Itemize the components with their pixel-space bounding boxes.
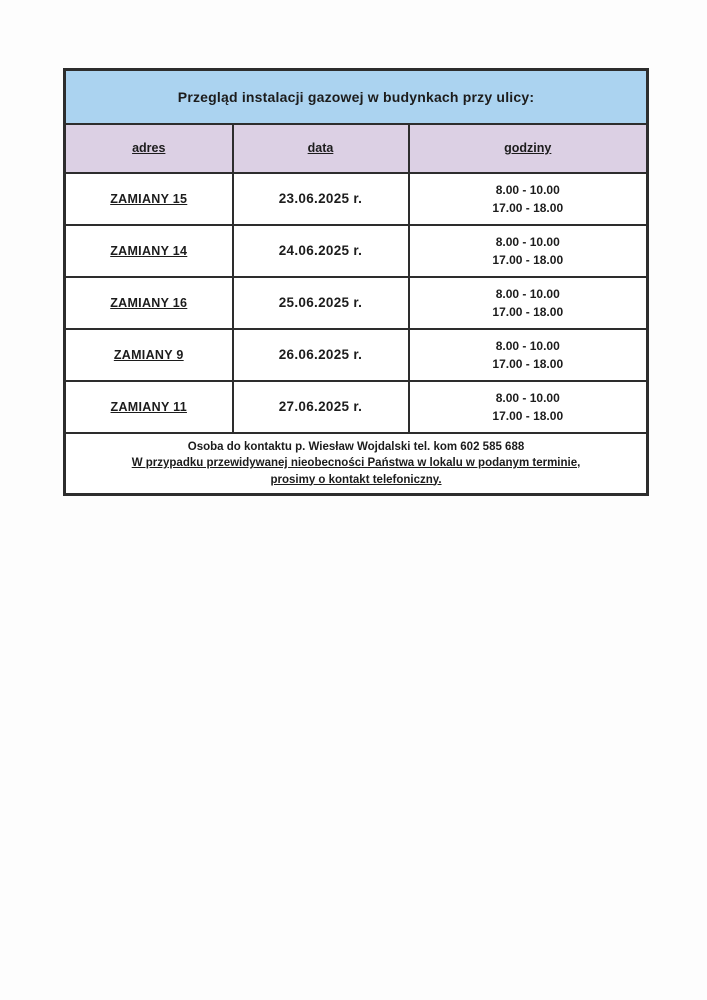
date-text: 26.06.2025 r. (278, 347, 363, 362)
table-foot (65, 433, 648, 495)
hours-morning: 8.00 - 10.00 (495, 234, 560, 249)
address-cell (65, 277, 233, 329)
address-cell (65, 329, 233, 381)
hours-evening: 17.00 - 18.00 (492, 408, 564, 423)
table-row (65, 277, 648, 329)
table-row (65, 329, 648, 381)
hours-morning: 8.00 - 10.00 (495, 286, 560, 301)
date-text: 27.06.2025 r. (278, 399, 363, 414)
table-row (65, 173, 648, 225)
table-row (65, 381, 648, 433)
hours-cell (409, 173, 648, 225)
date-text: 25.06.2025 r. (278, 295, 363, 310)
hours-cell (409, 277, 648, 329)
phone-request-line: prosimy o kontakt telefoniczny. (270, 473, 442, 486)
column-header-adres-label: adres (132, 141, 166, 155)
date-cell (233, 225, 409, 277)
table-row (65, 225, 648, 277)
address-cell (65, 381, 233, 433)
address-text: ZAMIANY 14 (110, 243, 188, 258)
date-cell (233, 381, 409, 433)
hours-evening: 17.00 - 18.00 (492, 252, 564, 267)
address-cell (65, 173, 233, 225)
hours-evening: 17.00 - 18.00 (492, 304, 564, 319)
hours-evening: 17.00 - 18.00 (492, 356, 564, 371)
address-cell (65, 225, 233, 277)
footer-row (65, 433, 648, 495)
column-header-data (233, 124, 409, 173)
hours-evening: 17.00 - 18.00 (492, 200, 564, 215)
date-text: 24.06.2025 r. (278, 243, 363, 258)
hours-morning: 8.00 - 10.00 (495, 182, 560, 197)
page-title: Przegląd instalacji gazowej w budynkach przy ulicy: (65, 70, 648, 124)
column-header-godziny-label: godziny (504, 141, 552, 155)
title-row (65, 70, 648, 124)
inspection-schedule-table (63, 68, 649, 496)
hours-cell (409, 225, 648, 277)
column-header-godziny (409, 124, 648, 173)
hours-morning: 8.00 - 10.00 (495, 390, 560, 405)
table-head (65, 70, 648, 173)
contact-line: Osoba do kontaktu p. Wiesław Wojdalski tel. kom 602 585 688 (187, 440, 525, 453)
column-header-adres (65, 124, 233, 173)
address-text: ZAMIANY 16 (110, 295, 188, 310)
date-cell (233, 173, 409, 225)
hours-morning: 8.00 - 10.00 (495, 338, 560, 353)
address-text: ZAMIANY 11 (110, 399, 187, 414)
date-text: 23.06.2025 r. (278, 191, 363, 206)
column-header-row (65, 124, 648, 173)
absence-note-line: W przypadku przewidywanej nieobecności Państwa w lokalu w podanym terminie, (131, 457, 581, 469)
column-header-data-label: data (307, 141, 334, 155)
hours-cell (409, 329, 648, 381)
table-body (65, 173, 648, 433)
contact-note (65, 433, 648, 495)
hours-cell (409, 381, 648, 433)
date-cell (233, 277, 409, 329)
address-text: ZAMIANY 15 (110, 191, 188, 206)
date-cell (233, 329, 409, 381)
address-text: ZAMIANY 9 (113, 347, 184, 362)
